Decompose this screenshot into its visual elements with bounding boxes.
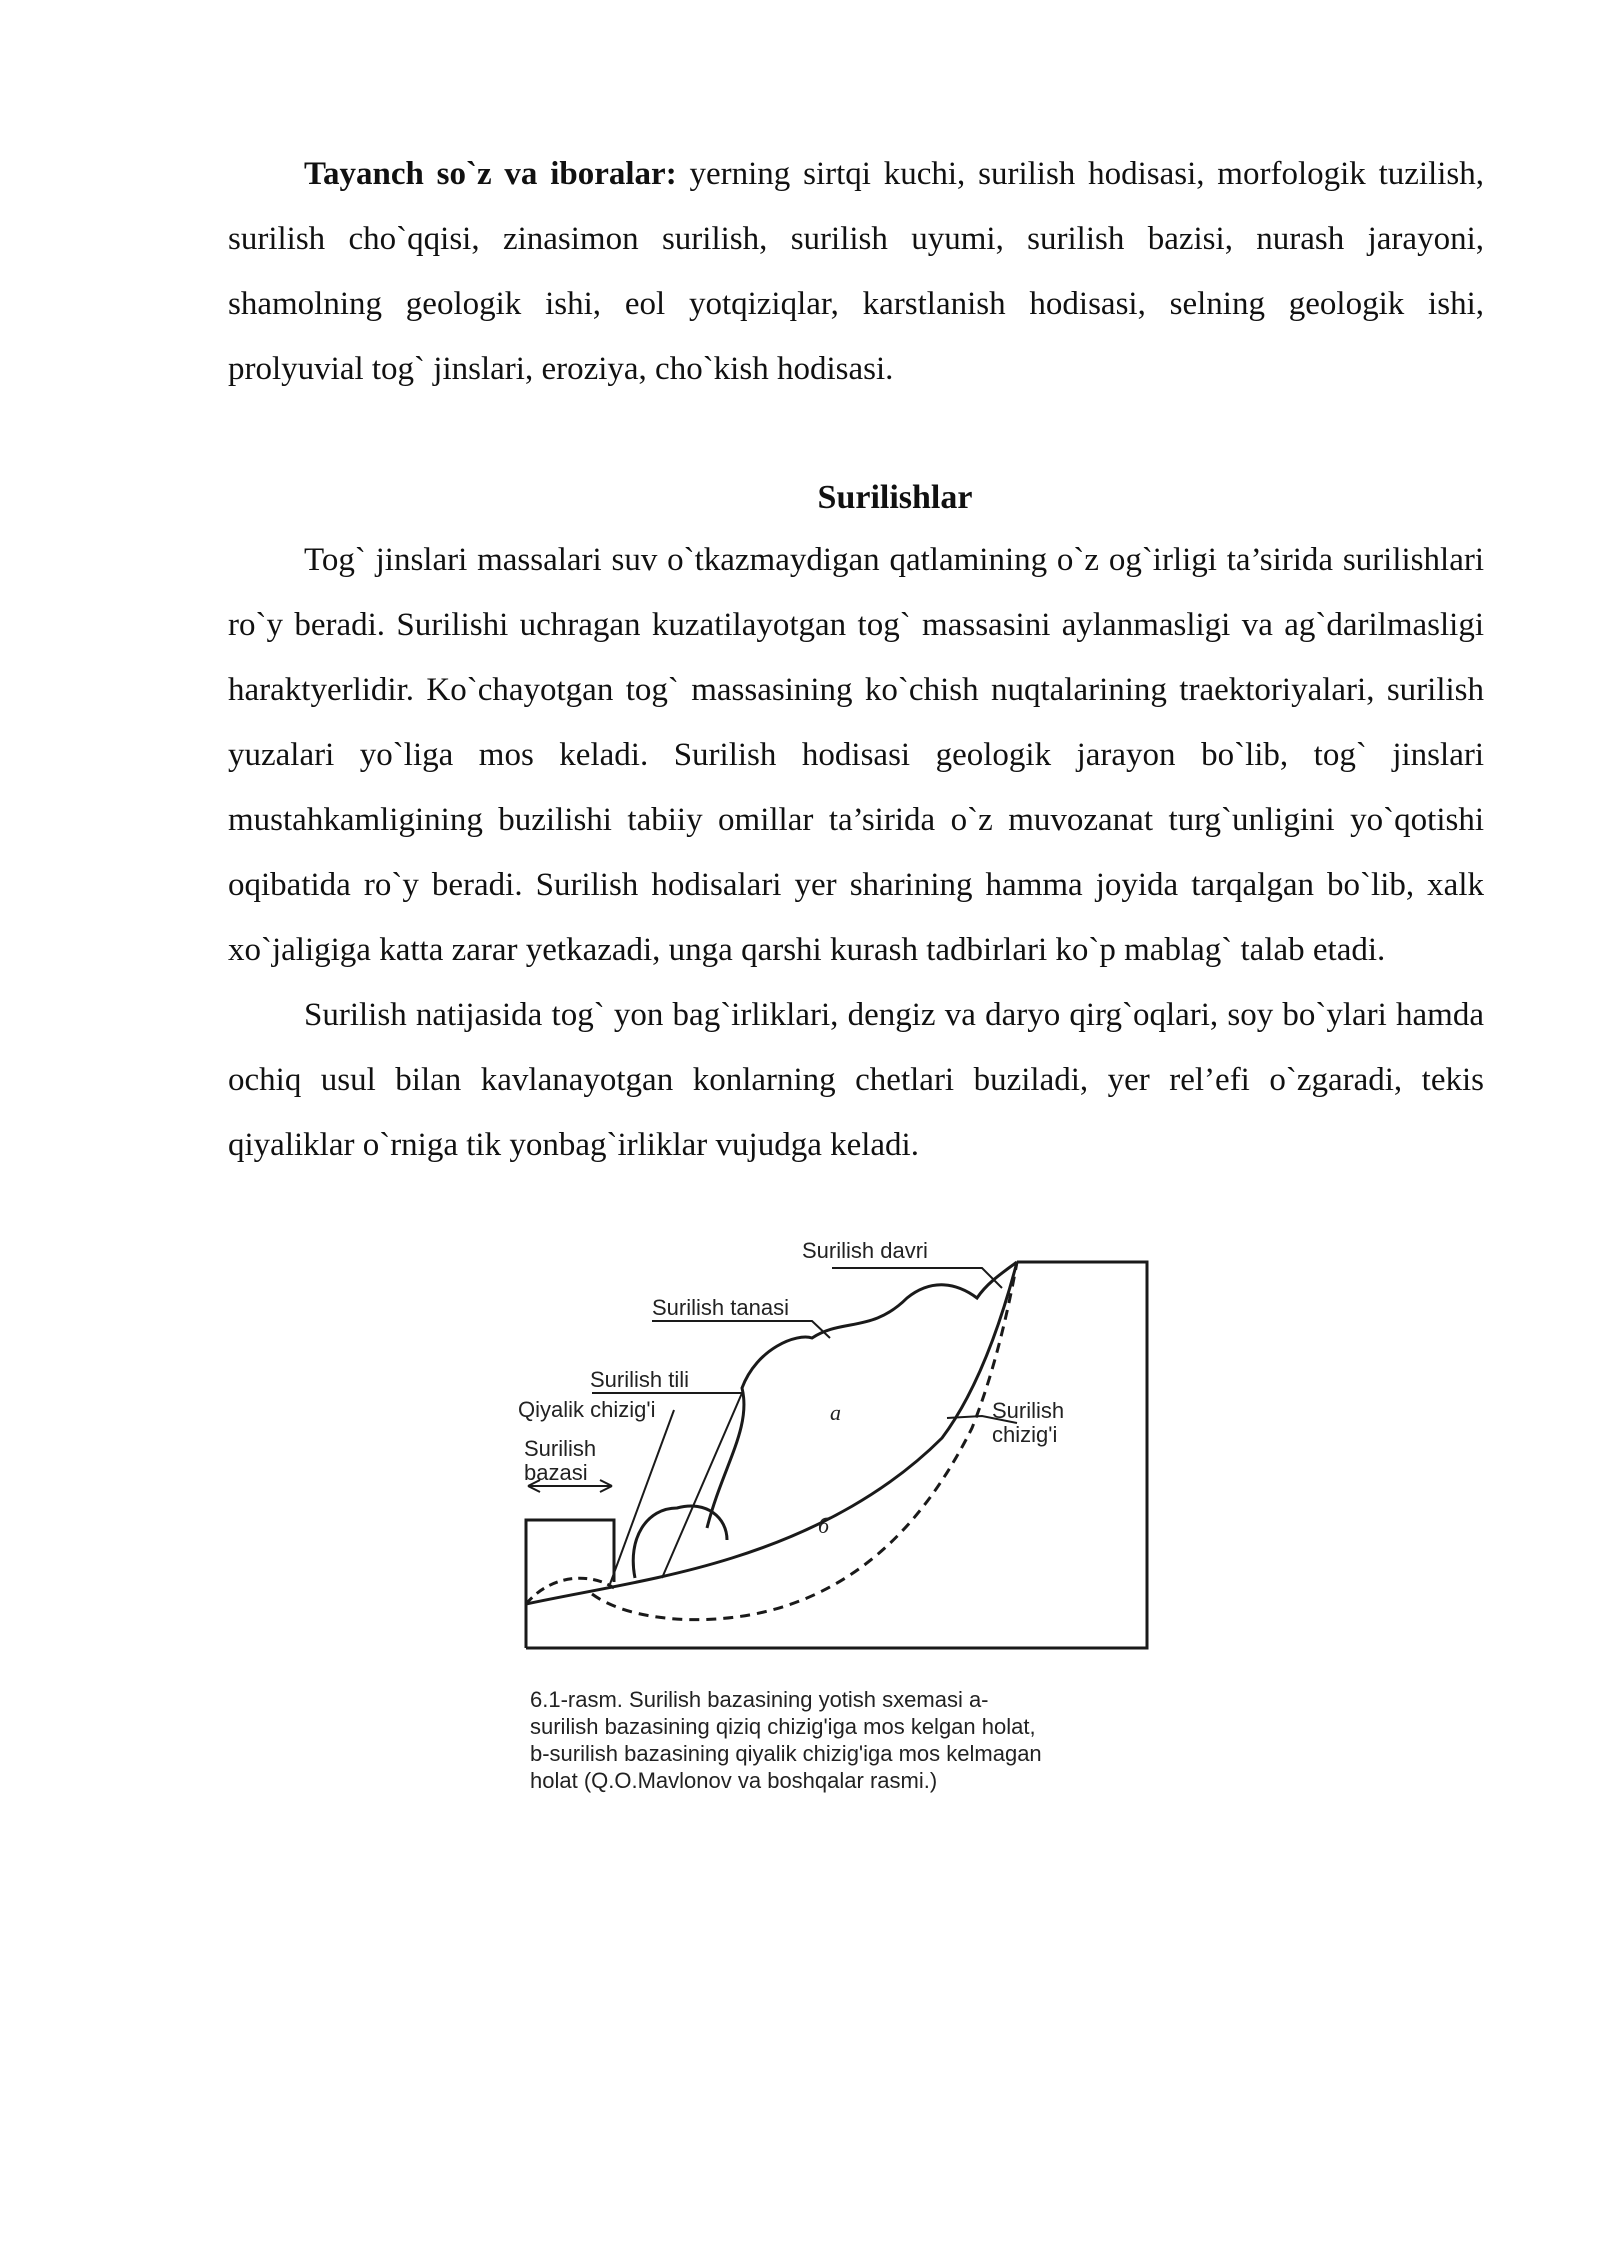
keywords-text: yerning sirtqi kuchi, surilish hodisasi, morfologik tuzilish, surilish cho`qqisi, zinasimon surilish, surilish uyumi, surilish bazisi, nurash jarayoni, shamolning geologik ishi, eol yotqiziqlar, karstlanish hodisasi, selning geologik ishi, prolyuvial tog` jinslari, eroziya, cho`kish hodisasi. bbox=[228, 156, 1485, 387]
caption-line: surilish bazasining qiziq chizig'iga mos kelgan holat, bbox=[530, 1714, 1036, 1739]
label-letter-a: a bbox=[830, 1400, 841, 1425]
body-paragraph-1: Tog` jinslari massalari suv o`tkazmaydigan qatlamining o`z og`irligi ta’sirida surilishlari ro`y beradi. Surilishi uchragan kuzatilayotgan tog` massasini aylanmasligi va ag`darilmasligi haraktyerlidir. Ko`chayotgan tog` massasining ko`chish nuqtalarining traektoriyalari, surilish yuzalari yo`liga mos keladi. Surilish hodisasi geologik jarayon bo`lib, tog` jinslari mustahkamligining buzilishi tabiiy omillar ta’sirida o`z muvozanat turg`unligini yo`qotishi oqibatida ro`y beradi. Surilish hodisalari yer sharining hamma joyida tarqalgan bo`lib, xalk xo`jaligiga katta zarar yetkazadi, unga qarshi kurash tadbirlari ko`p mablag` talab etadi. bbox=[228, 542, 1484, 968]
label-surilish-tili: Surilish tili bbox=[590, 1367, 690, 1392]
body-paragraph-2: Surilish natijasida tog` yon bag`irliklari, dengiz va daryo qirg`oqlari, soy bo`ylari hamda ochiq usul bilan kavlanayotgan konlarning chetlari buziladi, yer rel’efi o`zgaradi, tekis qiyaliklar o`rniga tik yonbag`irliklar vujudga keladi. bbox=[228, 997, 1484, 1163]
label-qiyalik-chizigi: Qiyalik chizig'i bbox=[518, 1397, 656, 1422]
section-body bbox=[228, 528, 1484, 1178]
keywords-block bbox=[228, 142, 1484, 402]
figure-caption bbox=[530, 1686, 1170, 1794]
caption-line: 6.1-rasm. Surilish bazasining yotish sxemasi a- bbox=[530, 1687, 989, 1712]
section-heading: Surilishlar bbox=[817, 479, 973, 516]
caption-line: holat (Q.O.Mavlonov va boshqalar rasmi.) bbox=[530, 1768, 938, 1793]
keywords-lead: Tayanch so`z va iboralar: bbox=[304, 156, 677, 192]
leader-qiyalik bbox=[610, 1410, 674, 1584]
label-surilish-bazasi-2: bazasi bbox=[524, 1460, 588, 1485]
label-surilish-chizigi-2: chizig'i bbox=[992, 1422, 1058, 1447]
keywords-paragraph bbox=[228, 142, 1484, 402]
label-surilish-tanasi: Surilish tanasi bbox=[652, 1295, 789, 1320]
caption-line: b-surilish bazasining qiyalik chizig'iga mos kelmagan bbox=[530, 1741, 1042, 1766]
slide-toe-lobe bbox=[633, 1506, 727, 1578]
label-letter-b: б bbox=[818, 1513, 830, 1538]
leader-davri bbox=[832, 1268, 1002, 1288]
landslide-diagram bbox=[512, 1238, 1172, 1678]
label-surilish-davri: Surilish davri bbox=[802, 1238, 928, 1263]
diagram-frame bbox=[526, 1262, 1147, 1648]
landslide-diagram-svg bbox=[512, 1238, 1172, 1678]
label-surilish-chizigi-1: Surilish bbox=[992, 1398, 1065, 1423]
leader-tanasi bbox=[652, 1321, 830, 1338]
label-surilish-bazasi-1: Surilish bbox=[524, 1436, 597, 1461]
